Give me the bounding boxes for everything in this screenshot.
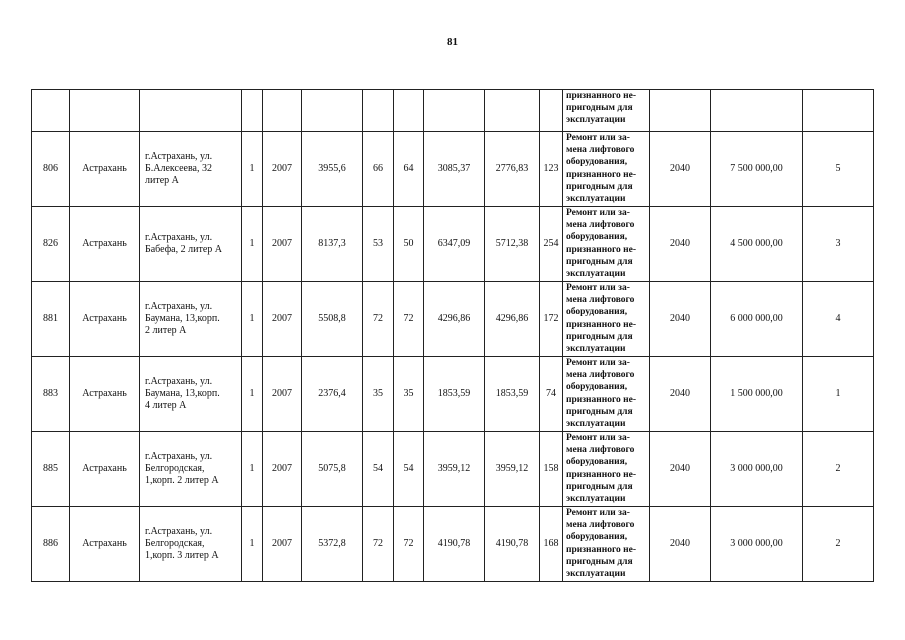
cell-empty bbox=[363, 90, 394, 132]
cell-count: 1 bbox=[242, 507, 263, 582]
cell-city: Астрахань bbox=[70, 132, 140, 207]
cell-area-total: 5508,8 bbox=[302, 282, 363, 357]
cell-empty bbox=[32, 90, 70, 132]
cell-plan-year: 2040 bbox=[650, 282, 711, 357]
cell-count: 1 bbox=[242, 432, 263, 507]
table-row-continuation bbox=[32, 90, 874, 132]
cell-area-total: 8137,3 bbox=[302, 207, 363, 282]
table-row bbox=[32, 357, 874, 432]
cell-residents: 74 bbox=[540, 357, 563, 432]
cell-priority: 2 bbox=[803, 507, 874, 582]
cell-row-number: 881 bbox=[32, 282, 70, 357]
cell-plan-year: 2040 bbox=[650, 132, 711, 207]
cell-value-a: 66 bbox=[363, 132, 394, 207]
cell-area-private: 5712,38 bbox=[485, 207, 540, 282]
cell-value-b: 72 bbox=[394, 282, 424, 357]
cell-count: 1 bbox=[242, 357, 263, 432]
cell-work-type: Ремонт или за- мена лифтового оборудования, признанного не- пригодным для эксплуатации bbox=[563, 207, 650, 282]
cell-empty bbox=[394, 90, 424, 132]
cell-plan-year: 2040 bbox=[650, 507, 711, 582]
cell-empty bbox=[485, 90, 540, 132]
cell-year: 2007 bbox=[263, 282, 302, 357]
cell-empty bbox=[140, 90, 242, 132]
cell-cost: 7 500 000,00 bbox=[711, 132, 803, 207]
cell-area-total: 3955,6 bbox=[302, 132, 363, 207]
cell-priority: 2 bbox=[803, 432, 874, 507]
cell-value-b: 64 bbox=[394, 132, 424, 207]
cell-address: г.Астрахань, ул. Баумана, 13,корп. 4 литер А bbox=[140, 357, 242, 432]
cell-row-number: 886 bbox=[32, 507, 70, 582]
cell-value-a: 53 bbox=[363, 207, 394, 282]
cell-area-private: 1853,59 bbox=[485, 357, 540, 432]
cell-residents: 254 bbox=[540, 207, 563, 282]
cell-count: 1 bbox=[242, 207, 263, 282]
cell-work-type: признанного не- пригодным для эксплуатации bbox=[563, 90, 650, 132]
cell-value-a: 72 bbox=[363, 507, 394, 582]
cell-empty bbox=[242, 90, 263, 132]
cell-cost: 3 000 000,00 bbox=[711, 432, 803, 507]
table-row bbox=[32, 207, 874, 282]
cell-value-a: 54 bbox=[363, 432, 394, 507]
cell-area-living: 4190,78 bbox=[424, 507, 485, 582]
cell-priority: 4 bbox=[803, 282, 874, 357]
cell-area-total: 5372,8 bbox=[302, 507, 363, 582]
cell-area-private: 3959,12 bbox=[485, 432, 540, 507]
cell-address: г.Астрахань, ул. Белгородская, 1,корп. 2 литер А bbox=[140, 432, 242, 507]
cell-city: Астрахань bbox=[70, 357, 140, 432]
cell-area-living: 3959,12 bbox=[424, 432, 485, 507]
cell-plan-year: 2040 bbox=[650, 432, 711, 507]
cell-area-private: 4296,86 bbox=[485, 282, 540, 357]
cell-area-private: 2776,83 bbox=[485, 132, 540, 207]
cell-value-b: 35 bbox=[394, 357, 424, 432]
table-row bbox=[32, 282, 874, 357]
cell-address: г.Астрахань, ул. Белгородская, 1,корп. 3 литер А bbox=[140, 507, 242, 582]
cell-cost: 6 000 000,00 bbox=[711, 282, 803, 357]
cell-cost: 4 500 000,00 bbox=[711, 207, 803, 282]
cell-address: г.Астрахань, ул. Баумана, 13,корп. 2 литер А bbox=[140, 282, 242, 357]
cell-empty bbox=[650, 90, 711, 132]
cell-year: 2007 bbox=[263, 207, 302, 282]
cell-area-total: 5075,8 bbox=[302, 432, 363, 507]
cell-city: Астрахань bbox=[70, 282, 140, 357]
cell-empty bbox=[70, 90, 140, 132]
cell-year: 2007 bbox=[263, 357, 302, 432]
cell-year: 2007 bbox=[263, 432, 302, 507]
cell-address: г.Астрахань, ул. Бабефа, 2 литер А bbox=[140, 207, 242, 282]
cell-value-a: 35 bbox=[363, 357, 394, 432]
cell-value-b: 50 bbox=[394, 207, 424, 282]
table-row bbox=[32, 132, 874, 207]
cell-residents: 168 bbox=[540, 507, 563, 582]
cell-year: 2007 bbox=[263, 507, 302, 582]
cell-work-type: Ремонт или за- мена лифтового оборудования, признанного не- пригодным для эксплуатации bbox=[563, 432, 650, 507]
cell-empty bbox=[540, 90, 563, 132]
cell-year: 2007 bbox=[263, 132, 302, 207]
cell-plan-year: 2040 bbox=[650, 357, 711, 432]
cell-area-living: 4296,86 bbox=[424, 282, 485, 357]
housing-registry-table bbox=[31, 89, 874, 582]
cell-value-b: 72 bbox=[394, 507, 424, 582]
cell-work-type: Ремонт или за- мена лифтового оборудования, признанного не- пригодным для эксплуатации bbox=[563, 507, 650, 582]
cell-area-total: 2376,4 bbox=[302, 357, 363, 432]
table-body bbox=[32, 132, 874, 582]
cell-row-number: 885 bbox=[32, 432, 70, 507]
cell-value-a: 72 bbox=[363, 282, 394, 357]
cell-area-living: 3085,37 bbox=[424, 132, 485, 207]
cell-residents: 123 bbox=[540, 132, 563, 207]
cell-priority: 1 bbox=[803, 357, 874, 432]
cell-row-number: 883 bbox=[32, 357, 70, 432]
cell-value-b: 54 bbox=[394, 432, 424, 507]
cell-priority: 5 bbox=[803, 132, 874, 207]
cell-empty bbox=[711, 90, 803, 132]
cell-area-private: 4190,78 bbox=[485, 507, 540, 582]
cell-row-number: 806 bbox=[32, 132, 70, 207]
cell-cost: 3 000 000,00 bbox=[711, 507, 803, 582]
table-row bbox=[32, 432, 874, 507]
cell-area-living: 6347,09 bbox=[424, 207, 485, 282]
cell-count: 1 bbox=[242, 282, 263, 357]
page-number: 81 bbox=[447, 36, 458, 48]
cell-residents: 172 bbox=[540, 282, 563, 357]
cell-row-number: 826 bbox=[32, 207, 70, 282]
cell-priority: 3 bbox=[803, 207, 874, 282]
cell-empty bbox=[424, 90, 485, 132]
cell-cost: 1 500 000,00 bbox=[711, 357, 803, 432]
cell-empty bbox=[803, 90, 874, 132]
cell-empty bbox=[263, 90, 302, 132]
cell-work-type: Ремонт или за- мена лифтового оборудования, признанного не- пригодным для эксплуатации bbox=[563, 357, 650, 432]
cell-address: г.Астрахань, ул. Б.Алексеева, 32 литер А bbox=[140, 132, 242, 207]
cell-plan-year: 2040 bbox=[650, 207, 711, 282]
cell-work-type: Ремонт или за- мена лифтового оборудования, признанного не- пригодным для эксплуатации bbox=[563, 282, 650, 357]
table-row bbox=[32, 507, 874, 582]
cell-area-living: 1853,59 bbox=[424, 357, 485, 432]
cell-city: Астрахань bbox=[70, 507, 140, 582]
cell-count: 1 bbox=[242, 132, 263, 207]
cell-empty bbox=[302, 90, 363, 132]
cell-city: Астрахань bbox=[70, 207, 140, 282]
cell-city: Астрахань bbox=[70, 432, 140, 507]
cell-residents: 158 bbox=[540, 432, 563, 507]
cell-work-type: Ремонт или за- мена лифтового оборудования, признанного не- пригодным для эксплуатации bbox=[563, 132, 650, 207]
